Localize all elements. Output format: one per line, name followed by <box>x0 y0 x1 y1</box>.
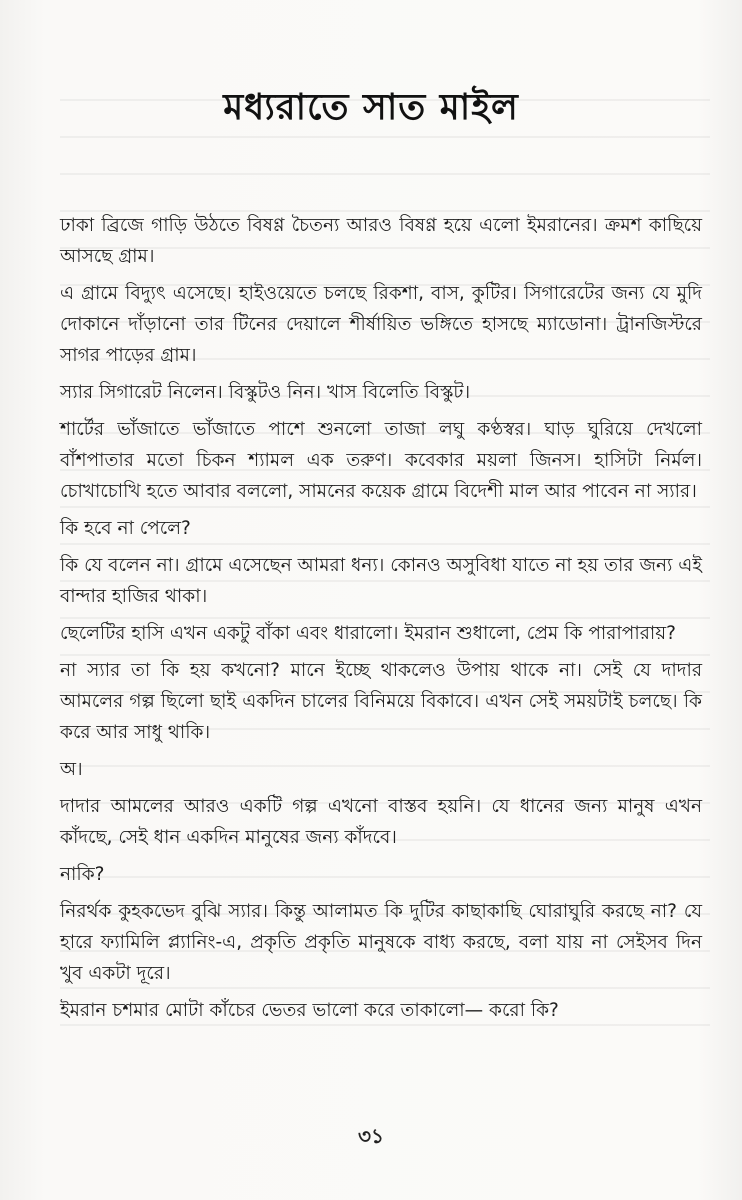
paragraph: দাদার আমলের আরও একটি গল্প এখনো বাস্তব হয়নি। যে ধানের জন্য মানুষ এখন কাঁদছে, সেই ধান একদিন মানুষের জন্য কাঁদবে। <box>60 796 702 848</box>
paragraph: ছেলেটির হাসি এখন একটু বাঁকা এবং ধারালো। ইমরান শুধালো, প্রেম কি পারাপারায়? <box>60 623 676 644</box>
paragraph: নিরর্থক কুহকভেদ বুঝি স্যার। কিন্তু আলামত কি দুটির কাছাকাছি ঘোরাঘুরি করছে না? যে হারে ফ্যামিলি প্ল্যানিং-এ, প্রকৃতি প্রকৃতি মানুষকে বাধ্য করছে, বলা যায় না সেইসব দিন খুব একটা দূরে। <box>60 901 702 984</box>
body-text <box>60 210 702 1032</box>
paragraph: ঢাকা ব্রিজে গাড়ি উঠতে বিষণ্ণ চৈতন্য আরও বিষণ্ণ হয়ে এলো ইমরানের। ক্রমশ কাছিয়ে আসছে গ্রাম। <box>60 215 702 267</box>
paragraph: এ গ্রামে বিদ্যুৎ এসেছে। হাইওয়েতে চলছে রিকশা, বাস, কুটির। সিগারেটের জন্য যে মুদি দোকানে দাঁড়ানো তার টিনের দেয়ালে শীর্ষায়িত ভঙ্গিতে হাসছে ম্যাডোনা। ট্রানজিস্টরে সাগর পাড়ের গ্রাম। <box>60 283 702 366</box>
paragraph: ইমরান চশমার মোটা কাঁচের ভেতর ভালো করে তাকালো— করো কি? <box>60 1000 559 1021</box>
paragraph: কি হবে না পেলে? <box>60 518 191 539</box>
paragraph: নাকি? <box>60 864 105 885</box>
paragraph: কি যে বলেন না। গ্রামে এসেছেন আমরা ধন্য। কোনও অসুবিধা যাতে না হয় তার জন্য এই বান্দার হাজির থাকা। <box>60 555 702 607</box>
paragraph: অ। <box>60 759 83 780</box>
chapter-title: মধ্যরাতে সাত মাইল <box>223 87 519 128</box>
page-number: ৩১ <box>358 1124 384 1148</box>
paragraph: শার্টের ভাঁজাতে ভাঁজাতে পাশে শুনলো তাজা লঘু কণ্ঠস্বর। ঘাড় ঘুরিয়ে দেখলো বাঁশপাতার মতো চিকন শ্যামল এক তরুণ। কবেকার ময়লা জিনস। হাসিটা নির্মল। চোখাচোখি হতে আবার বললো, সামনের কয়েক গ্রামে বিদেশী মাল আর পাবেন না স্যার। <box>60 419 702 502</box>
paragraph: না স্যার তা কি হয় কখনো? মানে ইচ্ছে থাকলেও উপায় থাকে না। সেই যে দাদার আমলের গল্প ছিলো ছাই একদিন চালের বিনিময়ে বিকাবে। এখন সেই সময়টাই চলছে। কি করে আর সাধু থাকি। <box>60 660 702 743</box>
paragraph: স্যার সিগারেট নিলেন। বিস্কুটও নিন। খাস বিলেতি বিস্কুট। <box>60 382 471 403</box>
